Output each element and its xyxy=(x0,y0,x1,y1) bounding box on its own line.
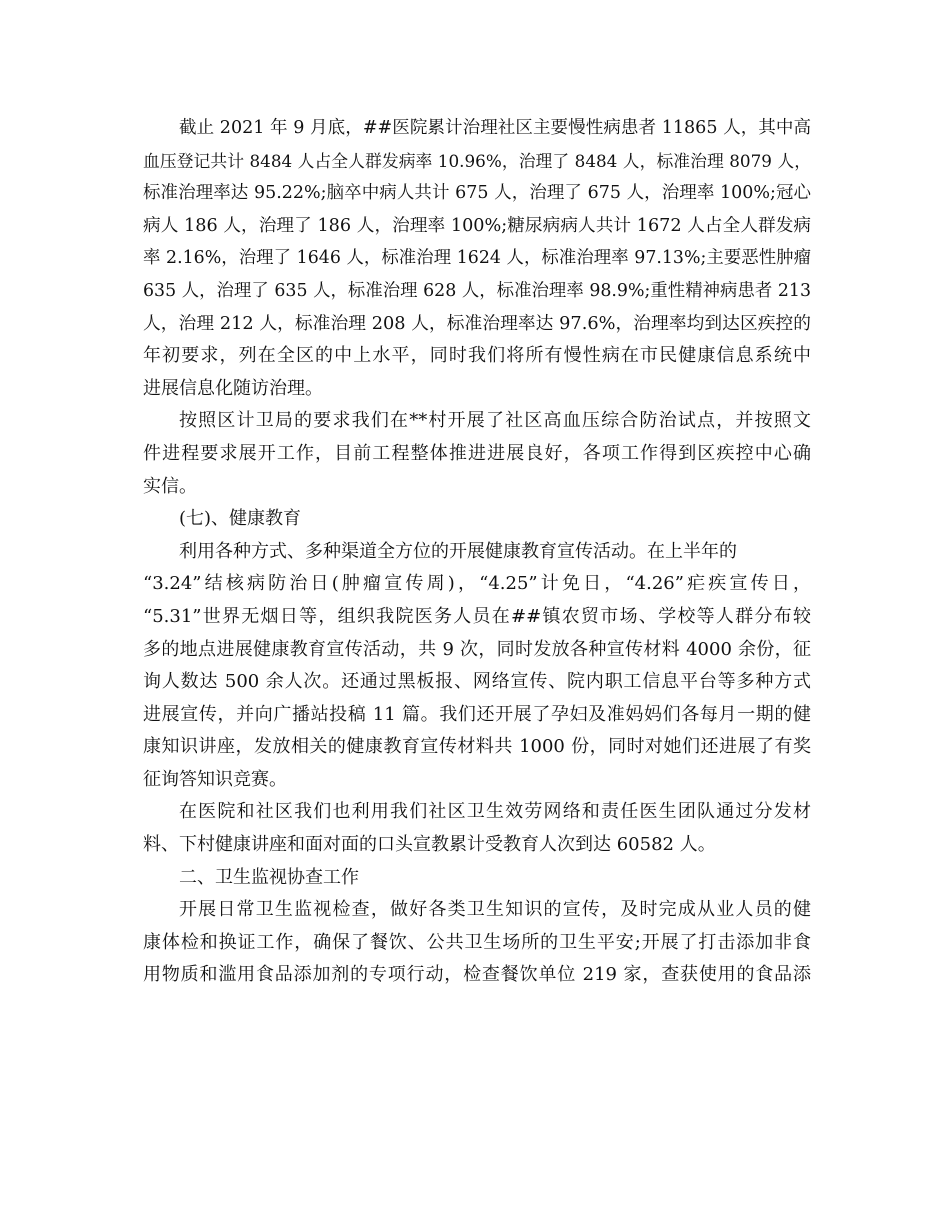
text-line: 在医院和社区我们也利用我们社区卫生效劳网络和责任医生团队通过分发材 xyxy=(179,801,811,823)
text-line: 人，治理 212 人，标准治理 208 人，标准治理率达 97.6%，治理率均到达区疾控的 xyxy=(143,313,811,334)
text-line: 截止 2021 年 9 月底，##医院累计治理社区主要慢性病患者 11865 人，其中高 xyxy=(179,118,811,138)
paragraph-chronic-disease-stats xyxy=(143,112,811,405)
text-line: 多的地点进展健康教育宣传活动，共 9 次，同时发放各种宣传材料 4000 余份，征 xyxy=(143,638,811,660)
text-line: 征询答知识竞赛。 xyxy=(143,768,287,790)
text-line: 标准治理率达 95.22%;脑卒中病人共计 675 人，治理了 675 人，治理率 100%;冠心 xyxy=(143,183,811,204)
text-line: 询人数达 500 余人次。还通过黑板报、网络宣传、院内职工信息平台等多种方式 xyxy=(143,671,811,693)
section-heading-health-supervision xyxy=(143,862,811,895)
section-heading-health-education xyxy=(143,503,811,536)
paragraph-health-education-activities xyxy=(143,536,811,797)
paragraph-hypertension-pilot xyxy=(143,405,811,503)
text-line: 料、下村健康讲座和面对面的口头宣教累计受教育人次到达 60582 人。 xyxy=(143,834,716,856)
paragraph-health-supervision-work xyxy=(143,894,811,992)
text-line: 635 人，治理了 635 人，标准治理 628 人，标准治理率 98.9%;重性精神病患者 213 xyxy=(143,280,811,301)
text-line: 开展日常卫生监视检查，做好各类卫生知识的宣传，及时完成从业人员的健 xyxy=(179,899,811,921)
paragraph-community-health-education xyxy=(143,796,811,861)
text-line: 进展信息化随访治理。 xyxy=(143,377,323,399)
text-line: 年初要求，列在全区的中上水平，同时我们将所有慢性病在市民健康信息系统中 xyxy=(143,345,811,367)
text-line: 进展宣传，并向广播站投稿 11 篇。我们还开展了孕妇及准妈妈们各每月一期的健 xyxy=(143,703,811,725)
text-line: 血压登记共计 8484 人占全人群发病率 10.96%，治理了 8484 人，标准治理 8079 人， xyxy=(143,150,811,171)
heading-text: (七)、健康教育 xyxy=(179,508,302,530)
text-line: 康体检和换证工作，确保了餐饮、公共卫生场所的卫生平安;开展了打击添加非食 xyxy=(143,931,811,953)
text-line: 利用各种方式、多种渠道全方位的开展健康教育宣传活动。在上半年的 xyxy=(179,540,737,562)
document-body xyxy=(143,112,811,992)
text-line: 按照区计卫局的要求我们在**村开展了社区高血压综合防治试点，并按照文 xyxy=(179,410,811,432)
text-line: 实信。 xyxy=(143,475,197,497)
text-line: 病人 186 人，治理了 186 人，治理率 100%;糖尿病病人共计 1672 人占全人群发病 xyxy=(143,215,811,236)
text-line: 用物质和滥用食品添加剂的专项行动，检查餐饮单位 219 家，查获使用的食品添 xyxy=(143,964,811,986)
text-line: “5.31”世界无烟日等，组织我院医务人员在##镇农贸市场、学校等人群分布较 xyxy=(143,605,811,627)
text-line: “3.24”结核病防治日(肿瘤宣传周)，“4.25”计免日，“4.26”疟疾宣传日， xyxy=(143,573,811,595)
text-line: 件进程要求展开工作，目前工程整体推进进展良好，各项工作得到区疾控中心确 xyxy=(143,442,811,464)
heading-text: 二、卫生监视协查工作 xyxy=(179,866,359,888)
text-line: 率 2.16%，治理了 1646 人，标准治理 1624 人，标准治理率 97.13%;主要恶性肿瘤 xyxy=(143,248,811,269)
text-line: 康知识讲座，发放相关的健康教育宣传材料共 1000 份，同时对她们还进展了有奖 xyxy=(143,736,811,758)
